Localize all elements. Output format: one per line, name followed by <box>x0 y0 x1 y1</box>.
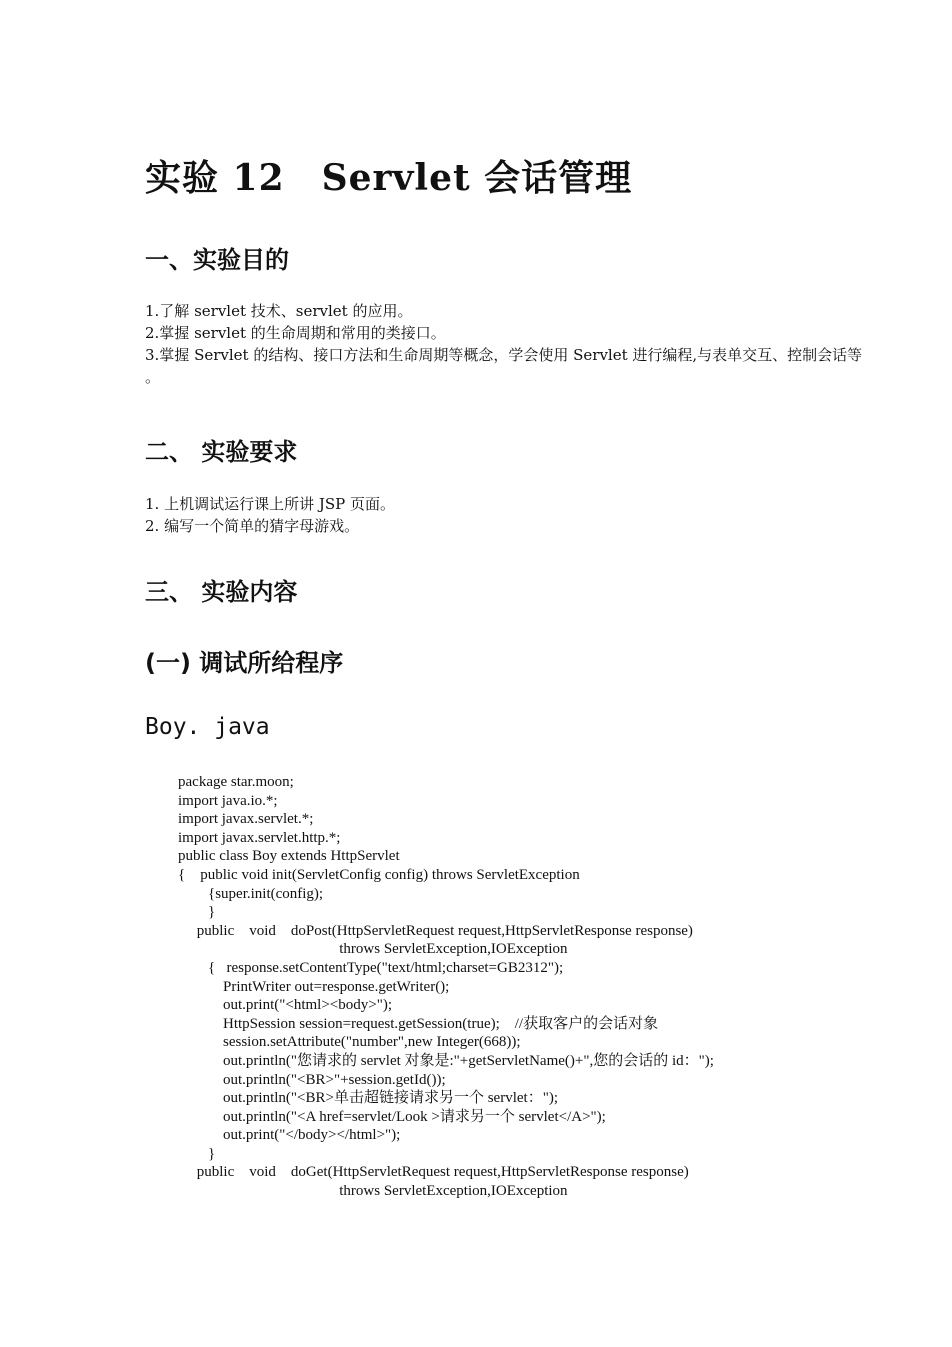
code-block <box>178 773 878 1201</box>
code-line: HttpSession session=request.getSession(true); //获取客户的会话对象 <box>178 1015 659 1032</box>
section-heading-content: 三、 实验内容 <box>145 578 298 606</box>
objectives-list <box>145 300 875 388</box>
code-line: public void doPost(HttpServletRequest request,HttpServletResponse response) <box>178 922 693 939</box>
code-line: out.print("<html><body>"); <box>178 997 392 1014</box>
code-line: session.setAttribute("number",new Integer(668)); <box>178 1034 521 1051</box>
code-line: import javax.servlet.*; <box>178 811 314 828</box>
code-line: } <box>178 904 216 921</box>
section-heading-requirements: 二、 实验要求 <box>145 438 298 466</box>
requirement-item: 1. 上机调试运行课上所讲 JSP 页面。 <box>145 495 395 513</box>
subsection-heading-debug: (一) 调试所给程序 <box>145 649 344 677</box>
code-filename: Boy. java <box>145 714 270 740</box>
objective-item: 2.掌握 servlet 的生命周期和常用的类接口。 <box>145 324 446 342</box>
code-line: { public void init(ServletConfig config) throws ServletException <box>178 866 580 883</box>
objective-item: 1.了解 servlet 技术、servlet 的应用。 <box>145 302 413 320</box>
code-line: { response.setContentType("text/html;charset=GB2312"); <box>178 959 564 976</box>
code-line: package star.moon; <box>178 774 294 790</box>
code-line: PrintWriter out=response.getWriter(); <box>178 978 450 995</box>
objective-item: 3.掌握 Servlet 的结构、接口方法和生命周期等概念，学会使用 Servlet 进行编程,与表单交互、控制会话等 。 <box>145 346 863 386</box>
section-heading-objectives: 一、实验目的 <box>145 246 289 274</box>
code-line: out.println("<A href=servlet/Look >请求另一个 servlet</A>"); <box>178 1108 606 1125</box>
code-line: {super.init(config); <box>178 885 324 902</box>
code-line: out.println("<BR>"+session.getId()); <box>178 1071 446 1088</box>
requirements-list <box>145 493 875 537</box>
code-line: out.print("</body></html>"); <box>178 1127 401 1144</box>
code-line: throws ServletException,IOException <box>178 1183 568 1200</box>
code-line: throws ServletException,IOException <box>178 941 568 958</box>
code-line: out.println("<BR>单击超链接请求另一个 servlet："); <box>178 1090 558 1107</box>
code-line: import javax.servlet.http.*; <box>178 829 341 846</box>
code-line: out.println("您请求的 servlet 对象是:"+getServletName()+",您的会话的 id："); <box>178 1052 714 1069</box>
code-line: public class Boy extends HttpServlet <box>178 848 400 865</box>
code-line: } <box>178 1145 216 1162</box>
page-title: 实验 12 Servlet 会话管理 <box>145 157 633 199</box>
code-line: import java.io.*; <box>178 792 278 809</box>
requirement-item: 2. 编写一个简单的猜字母游戏。 <box>145 517 360 535</box>
code-line: public void doGet(HttpServletRequest request,HttpServletResponse response) <box>178 1164 689 1181</box>
